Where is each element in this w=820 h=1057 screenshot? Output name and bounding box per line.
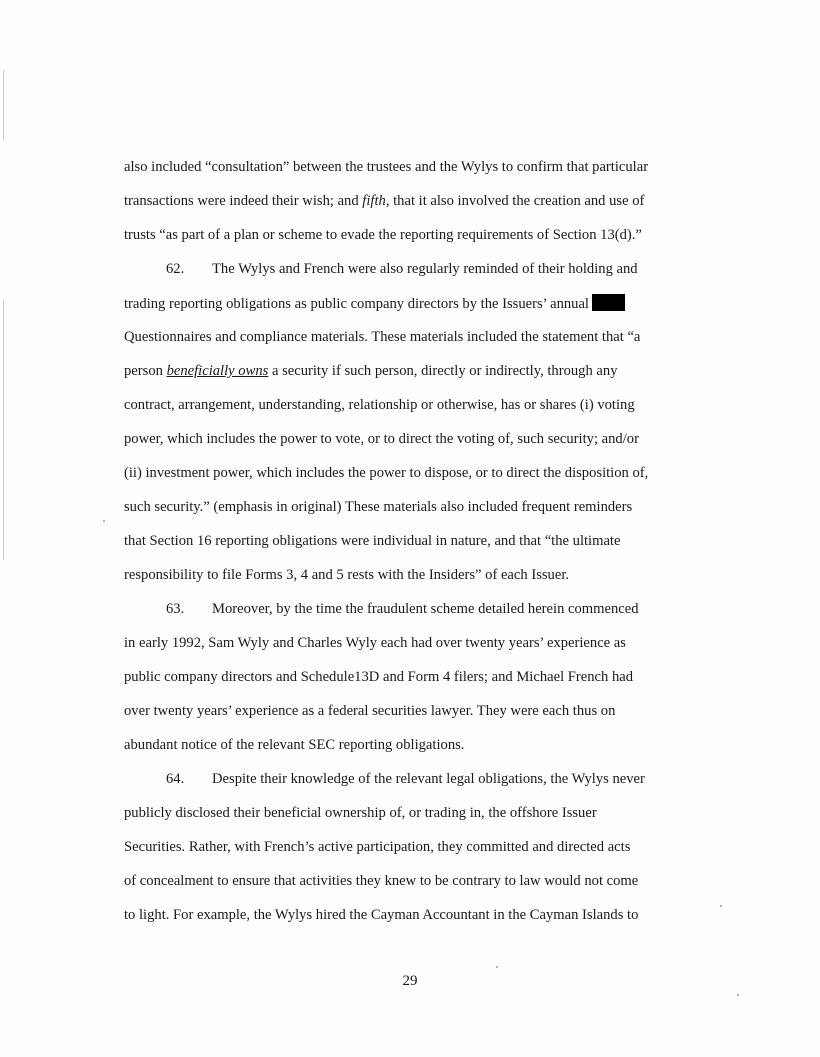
emphasis-text: beneficially owns [166, 363, 269, 379]
text-line: contract, arrangement, understanding, relationship or otherwise, has or shares (i) voting [124, 397, 635, 413]
scan-speck [737, 994, 739, 996]
text-line: over twenty years’ experience as a federal securities lawyer. They were each thus on [124, 703, 616, 719]
emphasis-text: fifth [362, 193, 386, 209]
text-line: to light. For example, the Wylys hired the Cayman Accountant in the Cayman Islands to [124, 907, 639, 923]
text-line: responsibility to file Forms 3, 4 and 5 rests with the Insiders” of each Issuer. [124, 567, 570, 583]
paragraph-start [166, 600, 706, 618]
text-line [124, 192, 664, 210]
text-span: Despite their knowledge of the relevant legal obligations, the Wylys never [212, 771, 645, 787]
paragraph-number: 62. [166, 261, 185, 277]
text-line: also included “consultation” between the trustees and the Wylys to confirm that particular [124, 159, 649, 175]
text-span: The Wylys and French were also regularly reminded of their holding and [212, 261, 638, 277]
scan-speck [103, 520, 105, 522]
text-line: in early 1992, Sam Wyly and Charles Wyly each had over twenty years’ experience as [124, 635, 626, 651]
text-line: Securities. Rather, with French’s active participation, they committed and directed acts [124, 839, 631, 855]
paragraph-number: 64. [166, 771, 185, 787]
text-line: such security.” (emphasis in original) These materials also included frequent reminders [124, 499, 633, 515]
text-line: public company directors and Schedule13D and Form 4 filers; and Michael French had [124, 669, 634, 685]
text-span: person [124, 363, 167, 379]
paragraph-number: 63. [166, 601, 185, 617]
text-line: (ii) investment power, which includes the power to dispose, or to direct the disposition of, [124, 465, 649, 481]
text-line: power, which includes the power to vote, or to direct the voting of, such security; and/or [124, 431, 639, 447]
paragraph-start [166, 260, 706, 278]
paragraph-start [166, 770, 706, 788]
scan-speck [720, 905, 722, 907]
text-line: Questionnaires and compliance materials. These materials included the statement that “a [124, 329, 641, 345]
text-span: , that it also involved the creation and use of [385, 193, 645, 209]
text-line: of concealment to ensure that activities they knew to be contrary to law would not come [124, 873, 639, 889]
redaction-block [592, 294, 625, 311]
text-span: transactions were indeed their wish; and [124, 193, 363, 209]
text-line: that Section 16 reporting obligations were individual in nature, and that “the ultimate [124, 533, 621, 549]
scan-edge-mark [3, 300, 4, 560]
text-line: abundant notice of the relevant SEC reporting obligations. [124, 737, 465, 753]
text-line: publicly disclosed their beneficial ownership of, or trading in, the offshore Issuer [124, 805, 597, 821]
text-line [124, 294, 664, 313]
text-line: trusts “as part of a plan or scheme to evade the reporting requirements of Section 13(d).” [124, 227, 642, 243]
text-span: a security if such person, directly or indirectly, through any [268, 363, 618, 379]
text-line [124, 362, 664, 380]
page-number: 29 [402, 973, 418, 989]
scan-speck [496, 966, 498, 968]
scan-edge-mark [3, 70, 4, 140]
text-span: Moreover, by the time the fraudulent scheme detailed herein commenced [212, 601, 639, 617]
text-span: trading reporting obligations as public company directors by the Issuers’ annual [124, 296, 589, 312]
